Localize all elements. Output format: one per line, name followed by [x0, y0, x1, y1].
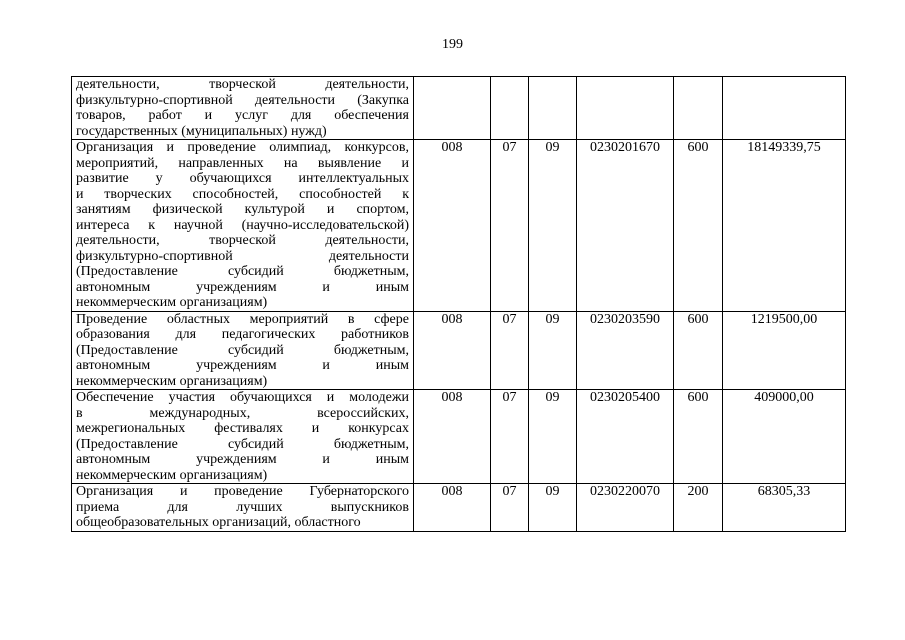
description-line: (Предоставление субсидий бюджетным,	[76, 264, 409, 279]
description-line: товаров, работ и услуг для обеспечения	[76, 108, 409, 123]
description-line: физкультурно-спортивной деятельности (Закупка	[76, 92, 409, 108]
description-line: Организация и проведение олимпиад, конкурсов,	[76, 140, 409, 155]
description-line: приема для лучших выпускников	[76, 499, 409, 515]
cell-expense-type	[674, 77, 723, 140]
cell-subsection: 09	[529, 484, 577, 532]
description-line: в международных, всероссийских,	[76, 405, 409, 421]
description-line: межрегиональных фестивалях и конкурсах	[76, 421, 409, 436]
cell-section: 07	[491, 390, 529, 484]
cell-subsection	[529, 77, 577, 140]
cell-target-article: 0230220070	[577, 484, 674, 532]
cell-expense-type: 600	[674, 140, 723, 312]
cell-subsection: 09	[529, 311, 577, 390]
description-line: некоммерческим организациям)	[76, 467, 268, 483]
cell-description	[72, 77, 414, 140]
description-line: некоммерческим организациям)	[76, 295, 268, 310]
cell-grbs	[414, 77, 491, 140]
cell-description	[72, 311, 414, 390]
description-line: Организация и проведение Губернаторского	[76, 484, 409, 499]
cell-amount	[723, 77, 846, 140]
cell-target-article: 0230205400	[577, 390, 674, 484]
cell-grbs: 008	[414, 390, 491, 484]
budget-table	[71, 76, 846, 532]
cell-target-article	[577, 77, 674, 140]
cell-section: 07	[491, 140, 529, 312]
description-line: (Предоставление субсидий бюджетным,	[76, 436, 409, 452]
description-line: интереса к научной (научно-исследовательской)	[76, 217, 409, 233]
cell-expense-type: 600	[674, 390, 723, 484]
description-line: (Предоставление субсидий бюджетным,	[76, 342, 409, 358]
cell-section	[491, 77, 529, 140]
description-line: физкультурно-спортивной деятельности	[76, 248, 409, 264]
description-line: государственных (муниципальных) нужд)	[76, 123, 327, 139]
description-line: Проведение областных мероприятий в сфере	[76, 311, 409, 327]
description-line: общеобразовательных организаций, областного	[76, 515, 361, 530]
description-line: занятиям физической культурой и спортом,	[76, 202, 409, 217]
cell-description	[72, 484, 414, 532]
table-row	[72, 140, 846, 312]
cell-amount: 1219500,00	[723, 311, 846, 390]
page-number: 199	[442, 37, 463, 52]
cell-description	[72, 140, 414, 312]
cell-description	[72, 390, 414, 484]
cell-section: 07	[491, 311, 529, 390]
description-line: Обеспечение участия обучающихся и молодежи	[76, 390, 409, 405]
cell-grbs: 008	[414, 484, 491, 532]
cell-expense-type: 600	[674, 311, 723, 390]
cell-amount: 68305,33	[723, 484, 846, 532]
cell-subsection: 09	[529, 140, 577, 312]
cell-amount: 18149339,75	[723, 140, 846, 312]
description-line: автономным учреждениям и иным	[76, 279, 409, 295]
table-row	[72, 484, 846, 532]
description-line: образования для педагогических работников	[76, 327, 409, 342]
description-line: некоммерческим организациям)	[76, 373, 268, 389]
cell-grbs: 008	[414, 311, 491, 390]
cell-expense-type: 200	[674, 484, 723, 532]
table-row	[72, 77, 846, 140]
cell-grbs: 008	[414, 140, 491, 312]
cell-section: 07	[491, 484, 529, 532]
description-line: мероприятий, направленных на выявление и	[76, 155, 409, 171]
table-row	[72, 311, 846, 390]
cell-subsection: 09	[529, 390, 577, 484]
cell-amount: 409000,00	[723, 390, 846, 484]
description-line: деятельности, творческой деятельности,	[76, 233, 409, 248]
description-line: деятельности, творческой деятельности,	[76, 77, 409, 92]
cell-target-article: 0230203590	[577, 311, 674, 390]
description-line: автономным учреждениям и иным	[76, 452, 409, 467]
table-row	[72, 390, 846, 484]
description-line: и творческих способностей, способностей к	[76, 186, 409, 202]
description-line: автономным учреждениям и иным	[76, 358, 409, 373]
table-body	[72, 77, 846, 532]
description-line: развитие у обучающихся интеллектуальных	[76, 171, 409, 186]
cell-target-article: 0230201670	[577, 140, 674, 312]
